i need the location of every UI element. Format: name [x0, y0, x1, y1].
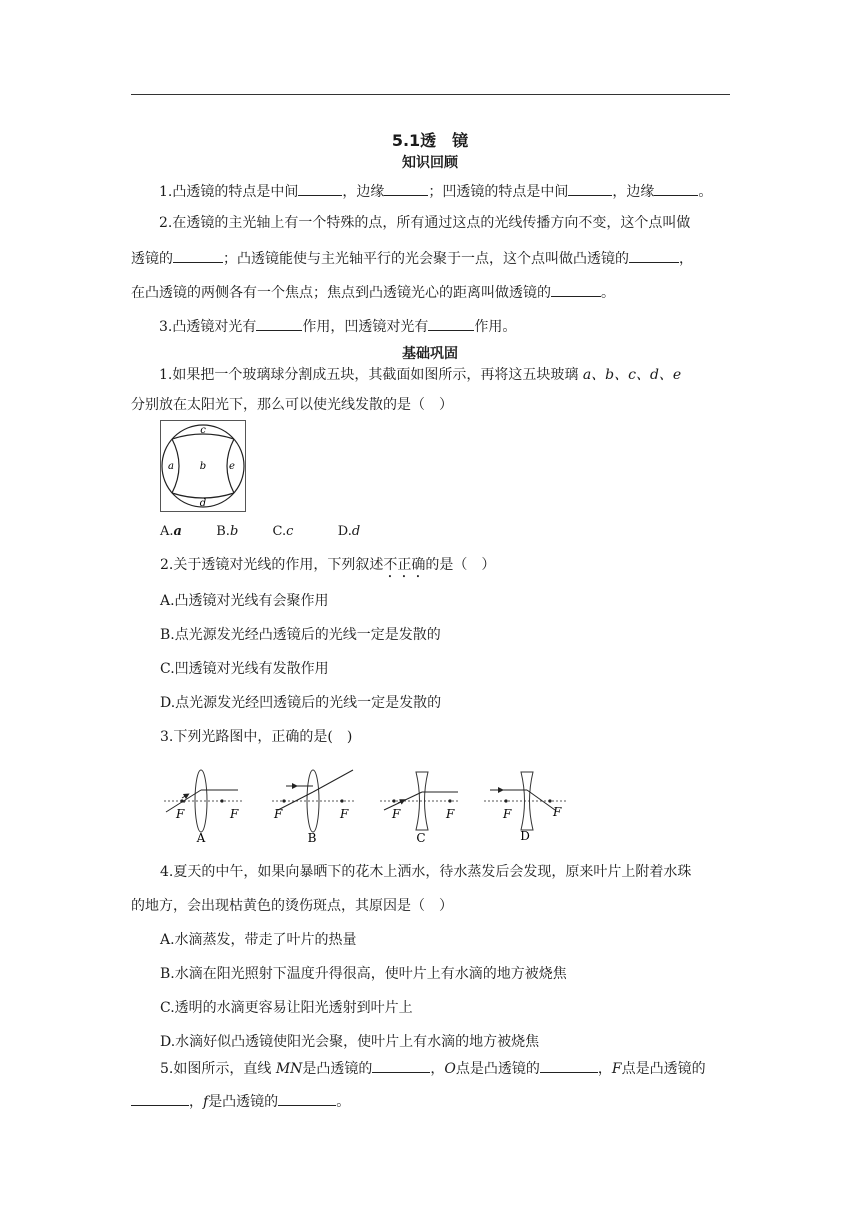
segment-label-c: c [200, 425, 206, 436]
basics-question-1-line-2: 分别放在太阳光下，那么可以使光线发散的是（ ） [131, 397, 453, 413]
basics-question-1-line-1: 1.如果把一个玻璃球分割成五块，其截面如图所示，再将这五块玻璃 a、b、c、d、e [159, 367, 682, 383]
option-c[interactable]: C.c [272, 524, 294, 539]
answer-blank[interactable] [372, 1057, 430, 1073]
focus-label: F [392, 807, 401, 821]
review-question-2-line-1: 2.在透镜的主光轴上有一个特殊的点，所有通过这点的光线传播方向不变，这个点叫做 [159, 215, 691, 231]
option-d[interactable]: D.d [337, 524, 361, 539]
answer-blank[interactable] [428, 315, 474, 331]
answer-blank[interactable] [654, 180, 698, 196]
refracted-ray [313, 770, 353, 792]
concave-lens-shape [521, 772, 533, 830]
basics-question-2-option-a[interactable]: A.凸透镜对光线有会聚作用 [160, 593, 329, 609]
answer-blank[interactable] [256, 315, 302, 331]
basics-question-4-line-2: 的地方，会出现枯黄色的烫伤斑点，其原因是（ ） [131, 898, 453, 914]
diagram-label-b: B [307, 831, 317, 845]
ray-diagram-b[interactable] [272, 770, 356, 845]
basics-question-5-line-2: ，f是凸透镜的 。 [131, 1090, 350, 1112]
answer-blank[interactable] [384, 180, 428, 196]
basics-question-4-line-1: 4.夏天的中午，如果向暴晒下的花木上洒水，待水蒸发后会发现，原来叶片上附着水珠 [160, 864, 692, 880]
answer-blank[interactable] [551, 281, 601, 297]
answer-blank[interactable] [278, 1090, 336, 1106]
section-heading-basics: 基础巩固 [402, 346, 458, 362]
review-question-2-line-2: 透镜的 ；凸透镜能使与主光轴平行的光会聚于一点，这个点叫做凸透镜的 ， [131, 247, 693, 269]
answer-blank[interactable] [568, 180, 612, 196]
emphasis-not-correct: 不正确 [383, 557, 426, 573]
basics-question-2-option-b[interactable]: B.点光源发光经凸透镜后的光线一定是发散的 [160, 627, 441, 643]
focus-label: F [176, 807, 185, 821]
answer-blank[interactable] [629, 247, 679, 263]
focus-point [180, 799, 183, 802]
focus-label: F [274, 807, 283, 821]
ray-diagram-c[interactable] [380, 772, 460, 845]
segment-label-e: e [229, 461, 235, 472]
focus-point [548, 799, 551, 802]
basics-question-4-option-a[interactable]: A.水滴蒸发，带走了叶片的热量 [160, 932, 357, 948]
review-question-2-line-3: 在凸透镜的两侧各有一个焦点；焦点到凸透镜光心的距离叫做透镜的 。 [131, 281, 615, 303]
page-title: 5.1透 镜 [391, 131, 469, 150]
diagram-label-a: A [196, 831, 206, 845]
focus-point [340, 799, 343, 802]
diagram-label-d: D [520, 829, 530, 843]
basics-question-1-options [160, 522, 360, 542]
answer-blank[interactable] [298, 180, 342, 196]
segment-label-b: b [199, 461, 207, 472]
basics-question-5-line-1: 5.如图所示，直线 MN是凸透镜的 ，O点是凸透镜的 ，F点是凸透镜的 [160, 1057, 706, 1079]
glass-ball-figure [160, 420, 246, 512]
diagram-label-c: C [416, 831, 426, 845]
review-question-1: 1.凸透镜的特点是中间 ，边缘 ；凹透镜的特点是中间 ，边缘 。 [159, 180, 712, 202]
basics-question-2-stem: 2.关于透镜对光线的作用，下列叙述不正确的是（ ） [160, 557, 496, 573]
focus-label: F [446, 807, 455, 821]
focus-label: F [503, 807, 512, 821]
basics-question-4-option-c[interactable]: C.透明的水滴更容易让阳光透射到叶片上 [160, 1000, 413, 1016]
basics-question-2-option-d[interactable]: D.点光源发光经凹透镜后的光线一定是发散的 [160, 695, 442, 711]
focus-point [392, 799, 395, 802]
header-rule [131, 94, 730, 95]
answer-blank[interactable] [173, 247, 223, 263]
focus-point [282, 799, 285, 802]
ray-diagram-a[interactable] [164, 770, 242, 845]
focus-point [504, 799, 507, 802]
review-question-3: 3.凸透镜对光有 作用，凹透镜对光有 作用。 [159, 315, 516, 337]
focus-label: F [230, 807, 239, 821]
answer-blank[interactable] [540, 1057, 598, 1073]
basics-question-4-option-d[interactable]: D.水滴好似凸透镜使阳光会聚，使叶片上有水滴的地方被烧焦 [160, 1034, 540, 1050]
segment-label-d: d [199, 498, 207, 509]
option-a[interactable]: A.a [160, 524, 182, 539]
focus-label: F [553, 805, 562, 819]
focus-point [220, 799, 223, 802]
ray-diagrams-figure [160, 762, 580, 848]
focus-label: F [340, 807, 349, 821]
basics-question-3-stem: 3.下列光路图中，正确的是( ) [160, 729, 353, 745]
basics-question-4-option-b[interactable]: B.水滴在阳光照射下温度升得很高，使叶片上有水滴的地方被烧焦 [160, 966, 567, 982]
focus-point [448, 799, 451, 802]
ray-diagram-d[interactable] [484, 772, 566, 843]
section-heading-review: 知识回顾 [402, 155, 458, 171]
basics-question-2-option-c[interactable]: C.凹透镜对光线有发散作用 [160, 661, 329, 677]
option-b[interactable]: B.b [216, 524, 239, 539]
answer-blank[interactable] [131, 1090, 189, 1106]
segment-label-a: a [168, 461, 174, 472]
